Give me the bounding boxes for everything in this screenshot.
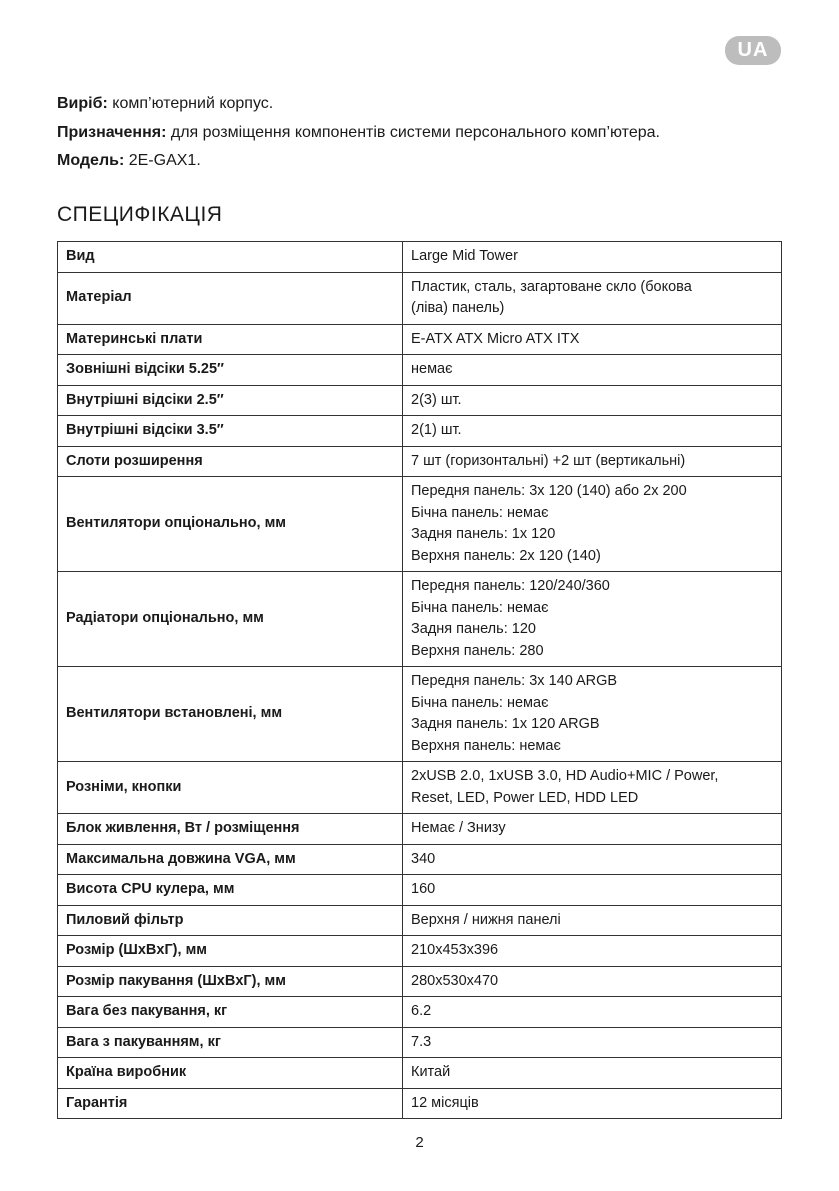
intro-purpose-value: для розміщення компонентів системи персонального комп’ютера. xyxy=(170,123,660,141)
spec-value xyxy=(403,844,782,875)
spec-value xyxy=(403,936,782,967)
spec-key: Вентилятори встановлені, мм xyxy=(58,667,403,762)
spec-value-line: Бічна панель: немає xyxy=(411,694,549,711)
spec-value xyxy=(403,272,782,324)
spec-value-line: (ліва) панель) xyxy=(411,300,505,316)
spec-value xyxy=(403,667,782,762)
spec-row xyxy=(58,242,782,273)
spec-value xyxy=(403,242,782,273)
spec-key: Внутрішні відсіки 2.5″ xyxy=(58,385,403,416)
spec-value xyxy=(403,1058,782,1089)
spec-key: Вид xyxy=(58,242,403,273)
spec-row xyxy=(58,1058,782,1089)
specification-table-body xyxy=(58,242,782,1119)
spec-key: Країна виробник xyxy=(58,1058,403,1089)
intro-model-value: 2E-GAX1. xyxy=(128,152,201,169)
spec-value-line: Reset, LED, Power LED, HDD LED xyxy=(411,789,639,806)
spec-row xyxy=(58,875,782,906)
spec-value xyxy=(403,477,782,572)
spec-row xyxy=(58,762,782,814)
spec-value-line: 7 шт (горизонтальні) +2 шт (вертикальні) xyxy=(411,452,686,469)
spec-row xyxy=(58,446,782,477)
spec-value-line: немає xyxy=(411,361,453,377)
spec-value-line: Верхня панель: 2x 120 (140) xyxy=(411,547,601,564)
spec-key: Висота CPU кулера, мм xyxy=(58,875,403,906)
spec-value-line: 160 xyxy=(411,881,436,897)
spec-row xyxy=(58,1027,782,1058)
spec-value-line: Задня панель: 1x 120 ARGB xyxy=(411,716,600,732)
spec-row xyxy=(58,844,782,875)
spec-key: Вага без пакування, кг xyxy=(58,997,403,1028)
spec-value-line: 2xUSB 2.0, 1xUSB 3.0, HD Audio+MIC / Power, xyxy=(411,768,719,784)
spec-value-line: Передня панель: 3x 140 ARGB xyxy=(411,673,618,689)
spec-value-line: 12 місяців xyxy=(411,1094,479,1111)
intro-purpose-label: Призначення: xyxy=(57,123,167,141)
spec-value-line: 280x530x470 xyxy=(411,972,499,989)
spec-value-line: Верхня / нижня панелі xyxy=(411,911,561,928)
spec-key: Розніми, кнопки xyxy=(58,762,403,814)
spec-value-line: 2(3) шт. xyxy=(411,391,462,408)
spec-row xyxy=(58,324,782,355)
spec-key: Радіатори опціонально, мм xyxy=(58,572,403,667)
spec-value xyxy=(403,446,782,477)
spec-row xyxy=(58,997,782,1028)
spec-value-line: 6.2 xyxy=(411,1003,432,1019)
language-badge: UA xyxy=(725,36,781,65)
spec-key: Блок живлення, Вт / розміщення xyxy=(58,814,403,845)
spec-value-line: 210x453x396 xyxy=(411,942,499,958)
spec-key: Розмір (ШxВxГ), мм xyxy=(58,936,403,967)
spec-value xyxy=(403,355,782,386)
spec-row xyxy=(58,905,782,936)
spec-row xyxy=(58,572,782,667)
spec-row xyxy=(58,416,782,447)
spec-value-line: Пластик, сталь, загартоване скло (бокова xyxy=(411,278,692,295)
spec-value-line: 340 xyxy=(411,850,436,867)
spec-value xyxy=(403,324,782,355)
spec-row xyxy=(58,385,782,416)
intro-model-label: Модель: xyxy=(57,152,125,169)
intro-purpose xyxy=(57,119,797,148)
spec-value-line: Передня панель: 120/240/360 xyxy=(411,578,610,594)
spec-row xyxy=(58,272,782,324)
spec-value xyxy=(403,762,782,814)
spec-row xyxy=(58,966,782,997)
spec-value xyxy=(403,997,782,1028)
product-intro xyxy=(57,90,797,176)
intro-model xyxy=(57,147,797,176)
spec-value-line: 7.3 xyxy=(411,1033,432,1050)
spec-value-line: Китай xyxy=(411,1064,451,1080)
intro-product-value: комп’ютерний корпус. xyxy=(112,95,274,112)
spec-value xyxy=(403,966,782,997)
spec-value-line: Бічна панель: немає xyxy=(411,504,549,521)
spec-row xyxy=(58,667,782,762)
intro-product xyxy=(57,90,797,119)
spec-value-line: Верхня панель: немає xyxy=(411,737,561,754)
spec-key: Максимальна довжина VGA, мм xyxy=(58,844,403,875)
spec-key: Розмір пакування (ШxВxГ), мм xyxy=(58,966,403,997)
spec-value-line: Передня панель: 3x 120 (140) або 2x 200 xyxy=(411,483,687,499)
spec-key: Зовнішні відсіки 5.25″ xyxy=(58,355,403,386)
spec-value xyxy=(403,385,782,416)
spec-row xyxy=(58,477,782,572)
spec-value xyxy=(403,875,782,906)
spec-key: Матеріал xyxy=(58,272,403,324)
spec-value-line: Бічна панель: немає xyxy=(411,599,549,616)
spec-key: Внутрішні відсіки 3.5″ xyxy=(58,416,403,447)
spec-value-line: Верхня панель: 280 xyxy=(411,642,544,659)
specification-heading: СПЕЦИФІКАЦІЯ xyxy=(57,203,223,226)
page-number: 2 xyxy=(415,1134,424,1151)
spec-value-line: Немає / Знизу xyxy=(411,820,506,836)
spec-value xyxy=(403,814,782,845)
spec-key: Вага з пакуванням, кг xyxy=(58,1027,403,1058)
intro-product-label: Виріб: xyxy=(57,95,108,112)
spec-value xyxy=(403,905,782,936)
spec-row xyxy=(58,936,782,967)
spec-key: Слоти розширення xyxy=(58,446,403,477)
spec-value xyxy=(403,572,782,667)
spec-key: Пиловий фільтр xyxy=(58,905,403,936)
spec-value-line: Large Mid Tower xyxy=(411,248,518,264)
specification-table xyxy=(57,241,782,1119)
spec-key: Вентилятори опціонально, мм xyxy=(58,477,403,572)
spec-value-line: Задня панель: 1x 120 xyxy=(411,526,556,542)
spec-row xyxy=(58,814,782,845)
spec-row xyxy=(58,1088,782,1119)
spec-value xyxy=(403,1088,782,1119)
spec-value xyxy=(403,416,782,447)
spec-value xyxy=(403,1027,782,1058)
spec-value-line: Задня панель: 120 xyxy=(411,621,536,637)
spec-row xyxy=(58,355,782,386)
spec-key: Гарантія xyxy=(58,1088,403,1119)
spec-value-line: 2(1) шт. xyxy=(411,422,462,438)
spec-value-line: E-ATX ATX Micro ATX ITX xyxy=(411,330,580,347)
spec-key: Материнські плати xyxy=(58,324,403,355)
